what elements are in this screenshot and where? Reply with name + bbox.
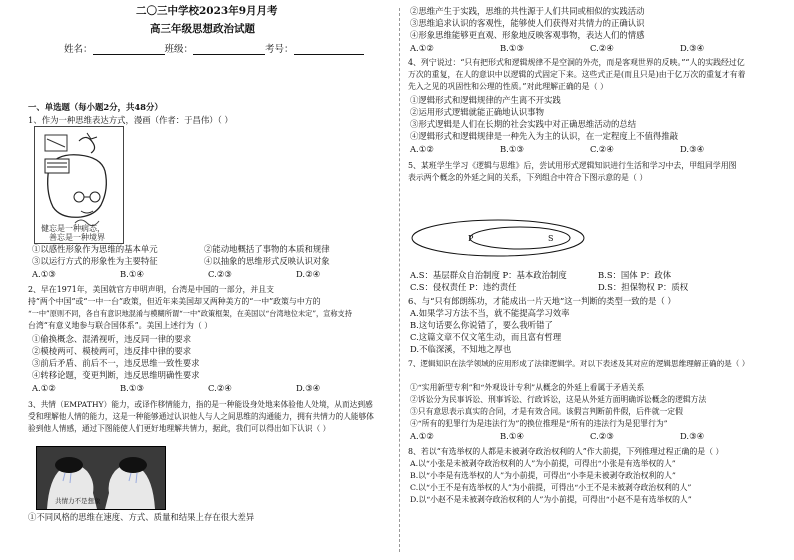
q5-option-c[interactable]: C.S：侵权责任 P：违约责任 (410, 282, 517, 292)
q7-choice-d[interactable]: D.③④ (680, 431, 705, 441)
q4-option-3: ③形式逻辑是人们在长期的社会实践中对正确思维活动的总结 (410, 119, 637, 129)
q1-option-2: ②能动地概括了事物的本质和规律 (204, 244, 330, 254)
q2-option-1: ①偷换概念、混淆视听，违反同一律的要求 (32, 334, 192, 344)
q2-line-4: 台湾“有意义地参与联合国体系”。美国上述行为（ ） (28, 321, 213, 330)
name-field[interactable] (93, 45, 165, 55)
photo-caption: 共情力不是想象 (55, 497, 101, 505)
name-label: 姓名： (64, 44, 93, 55)
q3-line-1: 3、共情（EMPATHY）能力，或译作移情能力，指的是一种能设身处地来体验他人处境，从而达到感 (28, 400, 373, 409)
q4-option-1: ①逻辑形式和逻辑规律的产生离不开实践 (410, 95, 561, 105)
q7-option-2: ②诉讼分为民事诉讼、刑事诉讼、行政诉讼，这是从外延方面明确诉讼概念的逻辑方法 (410, 395, 707, 404)
exam-no-field[interactable] (294, 45, 364, 55)
q6-option-d[interactable]: D.不临深溪，不知地之厚也 (410, 344, 512, 354)
q3-choice-a[interactable]: A.①② (410, 43, 434, 53)
q5-line-2: 表示两个概念的外延之间的关系，下列组合中符合下图示意的是（ ） (408, 173, 648, 182)
cartoon-image (34, 126, 124, 244)
concept-ellipses (408, 214, 778, 262)
q5-option-b[interactable]: B.S：国体 P：政体 (598, 270, 672, 280)
q6-option-b[interactable]: B.这句话要么你说错了，要么我听错了 (410, 320, 553, 330)
q3-option-1: ①不同风格的思维在速度、方式、质量和结果上存在很大差异 (28, 512, 255, 522)
q3-choice-d[interactable]: D.③④ (680, 43, 705, 53)
q2-choice-c[interactable]: C.②④ (208, 383, 232, 393)
q1-option-1: ①以感性形象作为思维的基本单元 (32, 244, 158, 254)
student-info-row (64, 44, 364, 55)
q3-option-2: ②思维产生于实践，思维的共性源于人们共同或相似的实践活动 (410, 6, 645, 16)
empathy-photo (36, 446, 166, 510)
concept-diagram (408, 214, 778, 266)
q3-option-3: ③思维追求认识的客观性，能够使人们获得对共情力的正确认识 (410, 18, 645, 28)
column-divider (399, 8, 400, 552)
q5-option-a[interactable]: A.S：基层群众自治制度 P：基本政治制度 (410, 270, 567, 280)
q2-option-2: ②模棱两可、模棱两可，违反排中律的要求 (32, 346, 192, 356)
q8-option-b[interactable]: B.以“小李是有选举权的人”为小前提，可得出“小李是未被剥夺政治权利的人” (410, 471, 676, 480)
exam-no-label: 考号： (265, 44, 294, 55)
q4-line-2: 万次的重复，在人的意识中以逻辑的式固定下来。这些式正是(而且只是)由于亿万次的重复才有着 (408, 70, 746, 79)
q6-option-a[interactable]: A.如果学习方法不当，就不能提高学习效率 (410, 308, 570, 318)
q3-line-3: 验到他人情感，通过下图能使人们更好地理解共情力，据此，我们可以得出如下认识（ ） (28, 424, 331, 433)
cartoon-caption-2: 善忘是一种境界 (49, 233, 105, 242)
q1-choice-d[interactable]: D.②④ (296, 269, 321, 279)
q4-choice-c[interactable]: C.②④ (590, 144, 614, 154)
q1-option-3: ③以运行方式的形象性为主要特征 (32, 256, 158, 266)
q4-choice-b[interactable]: B.①③ (500, 144, 524, 154)
class-label: 班级： (164, 44, 194, 55)
q2-line-1: 2、早在1971年，美国就官方申明声明，台湾是中国的一部分，并且支 (28, 285, 275, 294)
q7-option-3: ③只有意思表示真实的合同，才是有效合同。该假言判断前件假，后件就一定假 (410, 407, 683, 416)
q2-option-3: ③前后矛盾、前后不一，违反思维一致性要求 (32, 358, 200, 368)
q2-option-4: ④转移论题，变更判断，违反思维明确性要求 (32, 370, 200, 380)
q3-choice-c[interactable]: C.②④ (590, 43, 614, 53)
q3-line-2: 受和理解他人情的能力，这是一种能够通过认识他人与人之间思维的沟通能力，拥有共情力的人能够体 (28, 412, 374, 421)
q3-choice-b[interactable]: B.①③ (500, 43, 524, 53)
q7-choice-a[interactable]: A.①② (410, 431, 434, 441)
empathy-drawing (37, 447, 165, 509)
q1-choice-a[interactable]: A.①③ (32, 269, 56, 279)
cartoon-drawing (35, 127, 123, 243)
q1-choice-c[interactable]: C.②③ (208, 269, 232, 279)
q7-choice-c[interactable]: C.②③ (590, 431, 614, 441)
q8-stem: 8、若以“有选举权的人都是未被剥夺政治权利的人”作大前提，下列推理过程正确的是（ ） (408, 447, 724, 456)
q4-line-1: 4、列宁说过：“只有把形式和逻辑规律不是空洞的外壳，而是客观世界的反映。”“人的实践经过亿 (408, 58, 745, 67)
q2-line-2: 持“两个中国”或“一中一台”政策，但近年来美国却又两种美方的“一中”政策与中方的 (28, 297, 321, 306)
q8-option-c[interactable]: C.以“小王不是有选举权的人”为小前提，可得出“小王不是未被剥夺政治权利的人” (410, 483, 692, 492)
q2-choice-b[interactable]: B.①③ (120, 383, 144, 393)
exam-title: 二〇三中学校2023年9月月考 (136, 5, 278, 17)
q1-stem: 1、作为一种思维表达方式，漫画（作者：于昌伟）（ ） (28, 115, 233, 125)
class-field[interactable] (193, 45, 265, 55)
q4-line-3: 先入之见的巩固性和公理的性质。”对此理解正确的是（ ） (408, 82, 608, 91)
q4-choice-a[interactable]: A.①② (410, 144, 434, 154)
q3-option-4: ④形象思维能够更直观、形象地反映客观事物，表达人们的情感 (410, 30, 645, 40)
section-heading: 一、单选题（每小题2分，共48分） (28, 102, 163, 112)
q1-option-4: ④以抽象的思维形式反映认识对象 (204, 256, 330, 266)
q5-option-d[interactable]: D.S：担保物权 P：质权 (598, 282, 689, 292)
q1-choice-b[interactable]: B.①④ (120, 269, 144, 279)
q7-stem: 7、逻辑知识在法学领域的应用形成了法律逻辑学。对以下表述及其对应的逻辑思维理解正确的是（ ） (408, 359, 750, 368)
q7-option-1: ①“实用新型专利”和“外观设计专利”从概念的外延上看属于矛盾关系 (410, 383, 645, 392)
q6-option-c[interactable]: C.这篇文章不仅文笔生动，而且富有哲理 (410, 332, 562, 342)
q4-choice-d[interactable]: D.③④ (680, 144, 705, 154)
q6-stem: 6、与“只有郎朗练功，才能成出一片天地”这一判断的类型一致的是（ ） (408, 296, 676, 306)
q4-option-2: ②运用形式逻辑就能正确地认识事物 (410, 107, 544, 117)
q2-line-3: “一中”原则不同，各自有意识地混淆与模糊所谓“一中”政策框架，在美国以“台湾地位未定”，宣称支持 (28, 309, 352, 318)
q5-line-1: 5、某班学生学习《逻辑与思维》后，尝试用形式逻辑知识进行生活和学习中去，甲组同学用图 (408, 161, 737, 170)
q7-choice-b[interactable]: B.①④ (500, 431, 524, 441)
cartoon-caption-1: 健忘是一种病态， (41, 224, 105, 233)
q2-choice-a[interactable]: A.①② (32, 383, 56, 393)
q4-option-4: ④逻辑形式和逻辑规律是一种先入为主的认识，在一定程度上不值得推敲 (410, 131, 678, 141)
label-p: P (468, 234, 474, 243)
exam-subtitle: 高三年级思想政治试题 (150, 23, 255, 35)
label-s: S (548, 234, 554, 243)
q2-choice-d[interactable]: D.③④ (296, 383, 321, 393)
q7-option-4: ④“所有的犯罪行为是违法行为”的换位推理是“所有的违法行为是犯罪行为” (410, 419, 668, 428)
q8-option-a[interactable]: A.以“小张是未被剥夺政治权利的人”为小前提，可得出“小张是有选举权的人” (410, 459, 676, 468)
q8-option-d[interactable]: D.以“小赵不是未被剥夺政治权利的人”为小前提，可得出“小赵不是有选举权的人” (410, 495, 692, 504)
